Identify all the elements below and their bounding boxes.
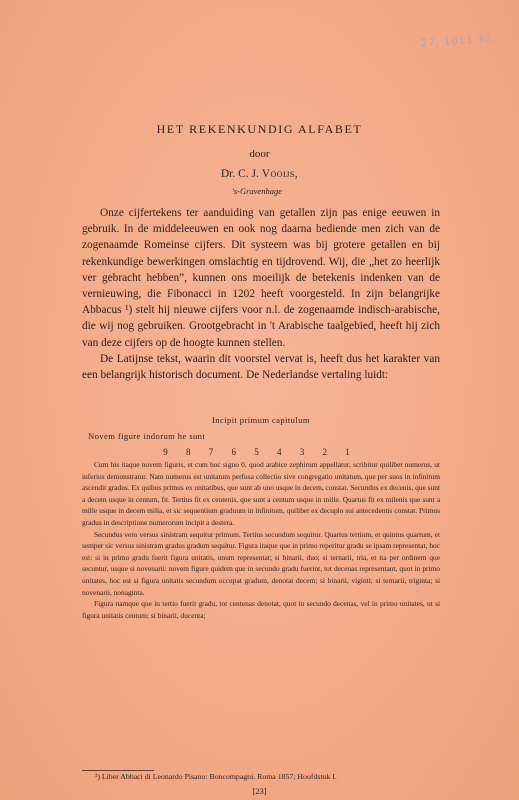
latin-paragraph: Cum his itaque novem figuris, et cum hoc signo 0, quod arabice zephirum appellatur, scribitur quilibet numerus, ut inferius demonstratur. Nam numerus est unitatum perfusa collectio sive congregatio unitatum, que per suos in infinitum ascendit gradus. Ex quibus primus ex unitatibus, que sunt ab uno usque in decem, constat. Secundus ex decenis, que sunt a decem usque in centum, fit. Tertius fit ex centenis, que sunt a centum usque in mille. Quartus fit ex milenis que sunt a mille usque in decem milia, et sic sequentium graduum in infinitum, quilibet ex decuplo sui antecedentis constat. Primus gradus in descriptione numerorum incipit a destera. (82, 460, 440, 527)
latin-subheading: Novem figure indorum he sunt (88, 431, 206, 441)
article-title: HET REKENKUNDIG ALFABET (156, 122, 363, 136)
byline-door: door (249, 148, 270, 160)
author-place: 's-Gravenhage (232, 186, 282, 196)
latin-text (82, 459, 440, 621)
footnote: ¹) Liber Abbaci di Leonardo Pisano: Boncompagni. Roma 1857; Hoofdstuk I. (95, 772, 337, 781)
latin-paragraph: Figura namque que in tertio fuerit gradu, tot centenas denotat, quot in secundo decenas, vel in primo unitates, ut si figura unitatis centum; si binarii, ducenta; (82, 599, 440, 620)
author-line (0, 168, 519, 180)
author-name: Vooijs, (261, 168, 299, 180)
body-paragraph: De Latijnse tekst, waarin dit voorstel vervat is, heeft dus het karakter van een belangrijk historisch document. De Nederlandse vertaling luidt: (82, 352, 440, 382)
author-prefix: Dr. C. J. (220, 168, 262, 180)
indian-digits: 9 8 7 6 5 4 3 2 1 (163, 447, 356, 457)
latin-heading: Incipit primum capitulum (212, 415, 310, 425)
body-text (82, 205, 440, 383)
handwritten-annotation: 27, 1011.32. (421, 33, 498, 50)
latin-paragraph: Secundus vero versus sinistram sequitur primum. Tertius secundum sequitur. Quartus tertium, et quintus quartum, et semper sic versus sinistram gradus gradum sequitur. Figura itaque que in primo reperitur gradu se ipsam representat, hoc est: si in primo gradu fuerit figura unitatis, unum representat; si binarii, duo; si ternarii, tria, et ita per ordinem que secuntur, usque si novenarii: novem figure quidem que in secundo gradu fuerint, tot decenas representant, quot in primo unitates, hoc est si figura unitatis secundum occupat gradum, denotat decem; si binarii, viginti; si ternarii, triginta; si novenarii, nonaginta. (82, 529, 440, 597)
body-paragraph: Onze cijfertekens ter aanduiding van getallen zijn pas enige eeuwen in gebruik. In de middeleeuwen en ook nog daarna bediende men zich van de zogenaamde Romeinse cijfers. Dit systeem was bij grotere getallen en bij rekenkundige bewerkingen omslachtig en tijdrovend. Wij, die „het zo heerlijk ver gebracht hebben”, kunnen ons moeilijk de betekenis indenken van de vernieuwing, die Fibonacci in 1202 heeft voorgesteld. In zijn belangrijke Abbacus ¹) stelt hij nieuwe cijfers voor n.l. de zogenaamde indisch-arabische, die wij nog gebruiken. Grootgebracht in 't Arabische taalgebied, heeft hij zich van deze cijfers op de hoogte kunnen stellen. (82, 207, 440, 349)
page-number: [23] (252, 786, 267, 796)
footnote-rule (82, 770, 154, 771)
